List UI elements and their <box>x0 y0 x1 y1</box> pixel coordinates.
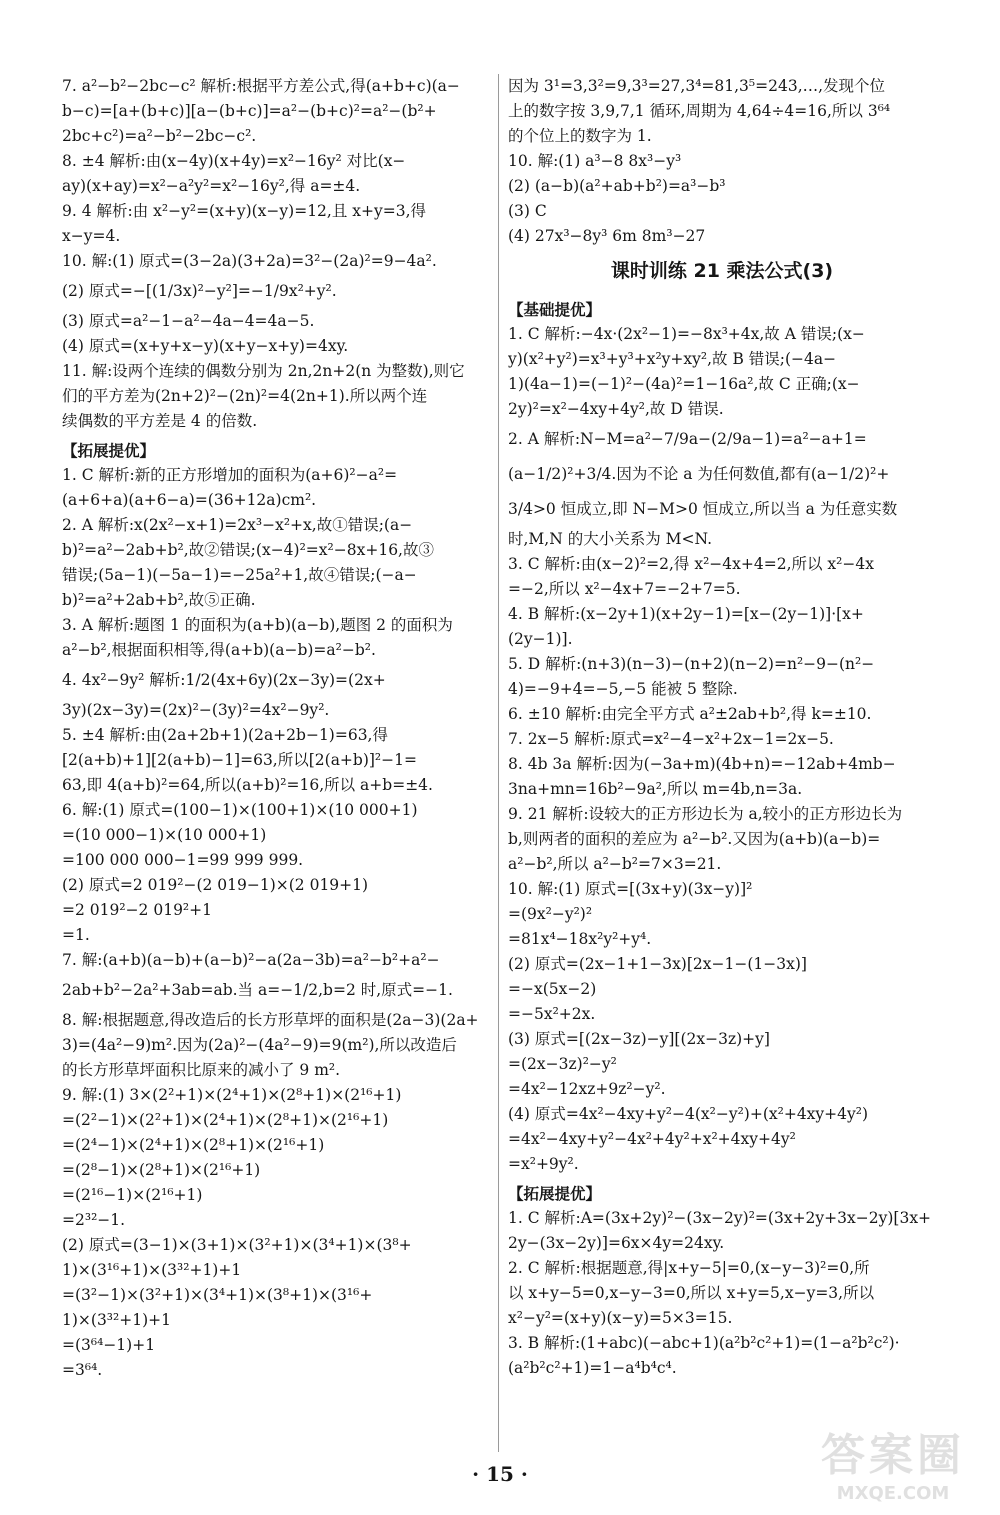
answer-line: 4. 4x²−9y² 解析:1/2(4x+6y)(2x−3y)=(2x+ <box>62 671 386 689</box>
answer-line: [2(a+b)+1][2(a+b)−1]=63,所以[2(a+b)]²−1= <box>62 751 417 769</box>
answer-line: 11. 解:设两个连续的偶数分别为 2n,2n+2(n 为整数),则它 <box>62 362 465 380</box>
answer-line: (2) 原式=−[(1/3x)²−y²]=−1/9x²+y². <box>62 282 337 300</box>
answer-line: 9. 解:(1) 3×(2²+1)×(2⁴+1)×(2⁸+1)×(2¹⁶+1) <box>62 1086 402 1104</box>
answer-line: =(2²−1)×(2²+1)×(2⁴+1)×(2⁸+1)×(2¹⁶+1) <box>62 1111 389 1129</box>
answer-line: 6. 解:(1) 原式=(100−1)×(100+1)×(10 000+1) <box>62 801 418 819</box>
answer-line: 1)(4a−1)=(−1)²−(4a)²=1−16a²,故 C 正确;(x− <box>508 375 860 393</box>
answer-line: b,则两者的面积的差应为 a²−b².又因为(a+b)(a−b)= <box>508 830 881 848</box>
answer-line: 3)=(4a²−9)m².因为(2a)²−(4a²−9)=9(m²),所以改造后 <box>62 1036 457 1054</box>
answer-line: =3⁶⁴. <box>62 1361 103 1379</box>
answer-line: 的长方形草坪面积比原来的减小了 9 m². <box>62 1061 341 1079</box>
answer-line: (2y−1)]. <box>508 630 573 648</box>
answer-line: =(2⁸−1)×(2⁸+1)×(2¹⁶+1) <box>62 1161 261 1179</box>
answer-line: (a−1/2)²+3/4.因为不论 a 为任何数值,都有(a−1/2)²+ <box>508 465 890 483</box>
left-column <box>62 74 490 1383</box>
answer-line: 10. 解:(1) 原式=[(3x+y)(3x−y)]² <box>508 880 753 898</box>
section-heading: 【拓展提优】 <box>62 441 156 460</box>
answer-line: x²−y²=(x+y)(x−y)=5×3=15. <box>508 1309 733 1327</box>
answer-line: =−2,所以 x²−4x+7=−2+7=5. <box>508 580 741 598</box>
answer-line: =(9x²−y²)² <box>508 905 593 923</box>
answer-line: =x²+9y². <box>508 1155 579 1173</box>
answer-line: =(3²−1)×(3²+1)×(3⁴+1)×(3⁸+1)×(3¹⁶+ <box>62 1286 373 1304</box>
answer-line: =(2x−3z)²−y² <box>508 1055 617 1073</box>
answer-line: 1. C 解析:−4x·(2x²−1)=−8x³+4x,故 A 错误;(x− <box>508 325 865 343</box>
answer-line: 上的数字按 3,9,7,1 循环,周期为 4,64÷4=16,所以 3⁶⁴ <box>508 102 891 120</box>
section-heading: 【基础提优】 <box>508 300 602 319</box>
answer-line: b−c)=[a+(b+c)][a−(b+c)]=a²−(b+c)²=a²−(b²+ <box>62 102 437 120</box>
answer-line: 63,即 4(a+b)²=64,所以(a+b)²=16,所以 a+b=±4. <box>62 776 433 794</box>
answer-line: 2bc+c²)=a²−b²−2bc−c². <box>62 127 257 145</box>
answer-line: 2y−(3x−2y)]=6x×4y=24xy. <box>508 1234 725 1252</box>
answer-line: 2y)²=x²−4xy+4y²,故 D 错误. <box>508 400 724 418</box>
answer-line: x−y=4. <box>62 227 121 245</box>
section-heading: 【拓展提优】 <box>508 1184 602 1203</box>
answer-line: 3. C 解析:由(x−2)²=2,得 x²−4x+4=2,所以 x²−4x <box>508 555 874 573</box>
watermark-text: 答案圈 <box>821 1430 965 1481</box>
answer-line: 错误;(5a−1)(−5a−1)=−25a²+1,故④错误;(−a− <box>62 566 417 584</box>
answer-line: (2) 原式=(2x−1+1−3x)[2x−1−(1−3x)] <box>508 955 807 973</box>
answer-line: (a+6+a)(a+6−a)=(36+12a)cm². <box>62 491 317 509</box>
answer-line: 因为 3¹=3,3²=9,3³=27,3⁴=81,3⁵=243,…,发现个位 <box>508 77 886 95</box>
answer-line: 2. A 解析:N−M=a²−7/9a−(2/9a−1)=a²−a+1= <box>508 430 867 448</box>
answer-line: 2ab+b²−2a²+3ab=ab.当 a=−1/2,b=2 时,原式=−1. <box>62 981 453 999</box>
answer-line: 1)×(3³²+1)+1 <box>62 1311 171 1329</box>
answer-line: 3/4>0 恒成立,即 N−M>0 恒成立,所以当 a 为任意实数 <box>508 500 898 518</box>
answer-line: =1. <box>62 926 90 944</box>
answer-line: 2. A 解析:x(2x²−x+1)=2x³−x²+x,故①错误;(a− <box>62 516 413 534</box>
answer-line: (3) 原式=[(2x−3z)−y][(2x−3z)+y] <box>508 1030 770 1048</box>
answer-line: 们的平方差为(2n+2)²−(2n)²=4(2n+1).所以两个连 <box>62 387 428 405</box>
answer-line: =81x⁴−18x²y²+y⁴. <box>508 930 652 948</box>
answer-line: 3. B 解析:(1+abc)(−abc+1)(a²b²c²+1)=(1−a²b²c²)· <box>508 1334 900 1352</box>
answer-line: =(3⁶⁴−1)+1 <box>62 1336 156 1354</box>
answer-line: (3) 原式=a²−1−a²−4a−4=4a−5. <box>62 312 315 330</box>
answer-line: (3) C <box>508 202 547 220</box>
answer-line: a²−b²,根据面积相等,得(a+b)(a−b)=a²−b². <box>62 641 376 659</box>
page-number: · 15 · <box>472 1462 528 1486</box>
answer-line: 3. A 解析:题图 1 的面积为(a+b)(a−b),题图 2 的面积为 <box>62 616 453 634</box>
answer-line: 10. 解:(1) 原式=(3−2a)(3+2a)=3²−(2a)²=9−4a². <box>62 252 437 270</box>
answer-line: =−5x²+2x. <box>508 1005 596 1023</box>
answer-line: 4)=−9+4=−5,−5 能被 5 整除. <box>508 680 738 698</box>
answer-line: 1. C 解析:新的正方形增加的面积为(a+6)²−a²= <box>62 466 398 484</box>
answer-line: (2) 原式=2 019²−(2 019−1)×(2 019+1) <box>62 876 369 894</box>
answer-line: y)(x²+y²)=x³+y³+x²y+xy²,故 B 错误;(−4a− <box>508 350 837 368</box>
answer-line: =100 000 000−1=99 999 999. <box>62 851 304 869</box>
column-divider <box>498 74 499 1452</box>
answer-line: 8. 解:根据题意,得改造后的长方形草坪的面积是(2a−3)(2a+ <box>62 1011 479 1029</box>
answer-line: 7. a²−b²−2bc−c² 解析:根据平方差公式,得(a+b+c)(a− <box>62 77 460 95</box>
lesson-title: 课时训练 21 乘法公式(3) <box>610 260 834 282</box>
answer-line: (4) 原式=4x²−4xy+y²−4(x²−y²)+(x²+4xy+4y²) <box>508 1105 869 1123</box>
answer-line: (4) 27x³−8y³ 6m 8m³−27 <box>508 227 706 245</box>
answer-line: 5. D 解析:(n+3)(n−3)−(n+2)(n−2)=n²−9−(n²− <box>508 655 875 673</box>
answer-line: 1)×(3¹⁶+1)×(3³²+1)+1 <box>62 1261 242 1279</box>
answer-line: 续偶数的平方差是 4 的倍数. <box>62 412 258 430</box>
answer-line: 2. C 解析:根据题意,得|x+y−5|=0,(x−y−3)²=0,所 <box>508 1259 870 1277</box>
answer-line: =4x²−4xy+y²−4x²+4y²+x²+4xy+4y² <box>508 1130 796 1148</box>
answer-line: 1. C 解析:A=(3x+2y)²−(3x−2y)²=(3x+2y+3x−2y)[3x+ <box>508 1209 932 1227</box>
answer-line: 6. ±10 解析:由完全平方式 a²±2ab+b²,得 k=±10. <box>508 705 872 723</box>
answer-line: 以 x+y−5=0,x−y−3=0,所以 x+y=5,x−y=3,所以 <box>508 1284 875 1302</box>
answer-line: =−x(5x−2) <box>508 980 597 998</box>
answer-line: (2) (a−b)(a²+ab+b²)=a³−b³ <box>508 177 726 195</box>
answer-line: 4. B 解析:(x−2y+1)(x+2y−1)=[x−(2y−1)]·[x+ <box>508 605 864 623</box>
answer-line: =2 019²−2 019²+1 <box>62 901 212 919</box>
answer-line: 5. ±4 解析:由(2a+2b+1)(2a+2b−1)=63,得 <box>62 726 388 744</box>
answer-line: 7. 解:(a+b)(a−b)+(a−b)²−a(2a−3b)=a²−b²+a²− <box>62 951 440 969</box>
answer-line: 10. 解:(1) a³−8 8x³−y³ <box>508 152 682 170</box>
answer-line: a²−b²,所以 a²−b²=7×3=21. <box>508 855 722 873</box>
answer-line: =4x²−12xz+9z²−y². <box>508 1080 666 1098</box>
answer-line: =(10 000−1)×(10 000+1) <box>62 826 267 844</box>
answer-line: =(2⁴−1)×(2⁴+1)×(2⁸+1)×(2¹⁶+1) <box>62 1136 325 1154</box>
answer-line: (4) 原式=(x+y+x−y)(x+y−x+y)=4xy. <box>62 337 349 355</box>
right-column <box>508 74 936 1381</box>
answer-line: 时,M,N 的大小关系为 M<N. <box>508 530 712 548</box>
answer-line: 的个位上的数字为 1. <box>508 127 652 145</box>
answer-line: 9. 21 解析:设较大的正方形边长为 a,较小的正方形边长为 <box>508 805 903 823</box>
answer-line: ay)(x+ay)=x²−a²y²=x²−16y²,得 a=±4. <box>62 177 361 195</box>
answer-line: 8. ±4 解析:由(x−4y)(x+4y)=x²−16y² 对比(x− <box>62 152 406 170</box>
answer-line: (a²b²c²+1)=1−a⁴b⁴c⁴. <box>508 1359 677 1377</box>
answer-line: 8. 4b 3a 解析:因为(−3a+m)(4b+n)=−12ab+4mb− <box>508 755 896 773</box>
watermark-logo <box>808 1430 978 1508</box>
answer-line: 9. 4 解析:由 x²−y²=(x+y)(x−y)=12,且 x+y=3,得 <box>62 202 427 220</box>
answer-line: =(2¹⁶−1)×(2¹⁶+1) <box>62 1186 203 1204</box>
answer-line: b)²=a²+2ab+b²,故⑤正确. <box>62 591 256 609</box>
answer-line: =2³²−1. <box>62 1211 126 1229</box>
answer-line: (2) 原式=(3−1)×(3+1)×(3²+1)×(3⁴+1)×(3⁸+ <box>62 1236 412 1254</box>
answer-line: 3y)(2x−3y)=(2x)²−(3y)²=4x²−9y². <box>62 701 330 719</box>
answer-line: 7. 2x−5 解析:原式=x²−4−x²+2x−1=2x−5. <box>508 730 834 748</box>
watermark-site: MXQE.COM <box>836 1483 950 1504</box>
answer-line: b)²=a²−2ab+b²,故②错误;(x−4)²=x²−8x+16,故③ <box>62 541 434 559</box>
answer-line: 3na+mn=16b²−9a²,所以 m=4b,n=3a. <box>508 780 803 798</box>
